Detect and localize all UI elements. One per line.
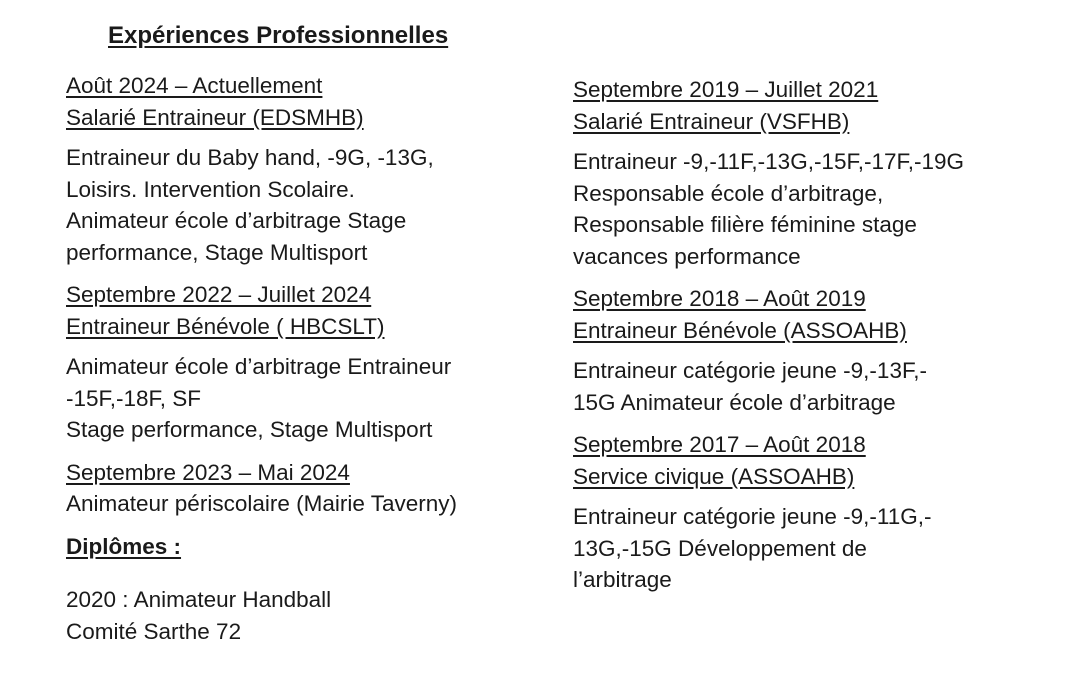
experience-period: Septembre 2017 – Août 2018 bbox=[573, 432, 866, 457]
experience-header bbox=[66, 279, 536, 342]
experience-header bbox=[573, 429, 1053, 492]
experience-role: Animateur périscolaire (Mairie Taverny) bbox=[66, 491, 457, 516]
description-line: Entraineur catégorie jeune -9,-11G,- bbox=[573, 504, 932, 529]
diplomes-list bbox=[66, 584, 536, 647]
experience-description bbox=[66, 142, 536, 268]
experience-period: Septembre 2023 – Mai 2024 bbox=[66, 459, 350, 485]
description-line: Responsable filière féminine stage bbox=[573, 212, 917, 237]
left-column bbox=[66, 70, 536, 647]
diplome-line: Comité Sarthe 72 bbox=[66, 618, 242, 644]
experience-period: Septembre 2022 – Juillet 2024 bbox=[66, 282, 372, 307]
experience-role: Salarié Entraineur (VSFHB) bbox=[573, 108, 850, 134]
description-line: l’arbitrage bbox=[573, 567, 672, 592]
experience-period: Août 2024 – Actuellement bbox=[66, 73, 323, 98]
description-line: Stage performance, Stage Multisport bbox=[66, 417, 433, 442]
description-line: Entraineur -9,-11F,-13G,-15F,-17F,-19G bbox=[573, 149, 965, 174]
description-line: 15G Animateur école d’arbitrage bbox=[573, 389, 896, 415]
description-line: -15F,-18F, SF bbox=[66, 385, 202, 411]
description-line: Loisirs. Intervention Scolaire. bbox=[66, 176, 355, 202]
description-line: Responsable école d’arbitrage, bbox=[573, 180, 884, 206]
experience-period: Septembre 2018 – Août 2019 bbox=[573, 286, 866, 311]
experience-description bbox=[573, 146, 1053, 272]
diplomes-title: Diplômes : bbox=[66, 533, 182, 559]
experience-role: Service civique (ASSOAHB) bbox=[573, 463, 855, 489]
description-line: Animateur école d’arbitrage Stage bbox=[66, 208, 407, 233]
description-line: 13G,-15G Développement de bbox=[573, 535, 867, 561]
experience-role: Entraineur Bénévole ( HBCSLT) bbox=[66, 313, 385, 339]
experience-description bbox=[66, 351, 536, 446]
description-line: performance, Stage Multisport bbox=[66, 239, 368, 265]
section-title: Expériences Professionnelles bbox=[108, 22, 449, 49]
description-line: Entraineur du Baby hand, -9G, -13G, bbox=[66, 145, 434, 170]
experience-role: Salarié Entraineur (EDSMHB) bbox=[66, 104, 364, 130]
experience-description bbox=[573, 355, 1053, 418]
experience-header bbox=[66, 70, 536, 133]
description-line: Entraineur catégorie jeune -9,-13F,- bbox=[573, 358, 927, 383]
experience-role: Entraineur Bénévole (ASSOAHB) bbox=[573, 317, 907, 343]
experience-period: Septembre 2019 – Juillet 2021 bbox=[573, 77, 879, 102]
diplome-line: 2020 : Animateur Handball bbox=[66, 587, 332, 612]
right-column bbox=[573, 74, 1053, 607]
experience-header bbox=[573, 283, 1053, 346]
description-line: vacances performance bbox=[573, 243, 801, 269]
experience-description bbox=[573, 501, 1053, 596]
experience-header bbox=[573, 74, 1053, 137]
experience-header bbox=[66, 457, 536, 520]
description-line: Animateur école d’arbitrage Entraineur bbox=[66, 354, 452, 379]
